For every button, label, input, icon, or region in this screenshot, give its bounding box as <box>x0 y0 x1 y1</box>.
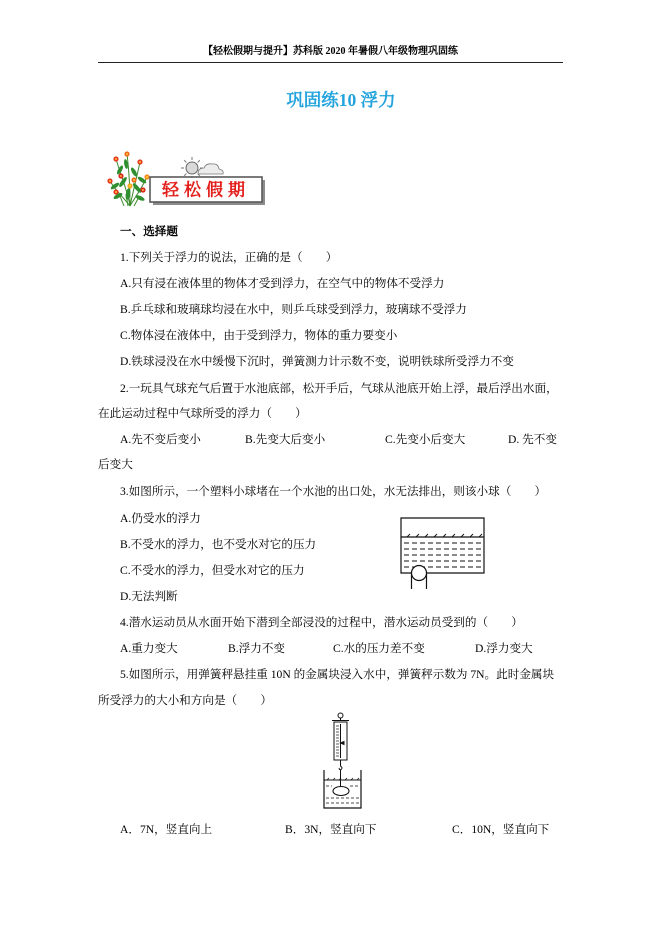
metal-block <box>333 787 349 796</box>
question-2-option-a: A.先不变后变小 <box>120 433 201 446</box>
question-1-option-b: B.乒乓球和玻璃球均浸在水中，则乒乓球受到浮力，玻璃球不受浮力 <box>120 303 467 316</box>
page-title: 巩固练10 浮力 <box>286 90 396 110</box>
cloud-icon <box>198 164 223 174</box>
question-5-option-a: A．7N，竖直向上 <box>120 823 213 836</box>
plastic-ball <box>412 566 427 581</box>
scale-hook <box>339 760 342 770</box>
question-3-option-c: C.不受水的浮力，但受水对它的压力 <box>120 564 305 577</box>
question-5-stem-line-1: 5.如图所示，用弹簧秤悬挂重 10N 的金属块浸入水中，弹簧秤示数为 7N。此时金属块 <box>120 668 555 681</box>
question-2-stem-line-1: 2.一玩具气球充气后置于水池底部，松开手后，气球从池底开始上浮，最后浮出水面， <box>120 382 558 395</box>
question-2-option-b: B.先变大后变小 <box>245 433 326 446</box>
question-1-option-c: C.物体浸在液体中，由于受到浮力，物体的重力要变小 <box>120 329 398 342</box>
question-4-option-c: C.水的压力差不变 <box>333 642 425 655</box>
running-header: 【轻松假期与提升】苏科版 2020 年暑假八年级物理巩固练 <box>203 46 458 57</box>
question-2-option-c: C.先变小后变大 <box>385 433 466 446</box>
question-2-options <box>98 427 563 477</box>
plant-flower-center <box>109 180 111 182</box>
question-5-option-b: B．3N，竖直向下 <box>285 823 377 836</box>
flower-plant-icon <box>107 151 149 206</box>
plant-flower-center <box>133 179 135 181</box>
section-title: 一、选择题 <box>120 225 178 238</box>
figure-water-tank <box>395 510 490 592</box>
sun-ray <box>184 160 186 162</box>
question-4-stem: 4.潜水运动员从水面开始下潜到全部浸没的过程中，潜水运动员受到的（ ） <box>120 616 523 629</box>
question-1-stem: 1.下列关于浮力的说法，正确的是（ ） <box>120 251 338 264</box>
question-4-option-a: A.重力变大 <box>120 642 178 655</box>
question-3-option-d: D.无法判断 <box>120 590 178 603</box>
sun-ray <box>184 174 186 176</box>
plant-flower-center <box>142 189 144 191</box>
question-3-stem: 3.如图所示，一个塑料小球堵在一个水池的出口处，水无法排出，则该小球（ ） <box>120 485 547 498</box>
plant-flower-center <box>139 161 141 163</box>
question-4-option-d: D.浮力变大 <box>475 642 533 655</box>
question-3-option-a: A.仍受水的浮力 <box>120 512 201 525</box>
logo-text: 轻松假期 <box>162 180 250 200</box>
question-1-option-d: D.铁球浸没在水中缓慢下沉时，弹簧测力计示数不变，说明铁球所受浮力不变 <box>120 355 514 368</box>
plant-flower-center <box>126 153 128 155</box>
question-2-option-d: D. 先不变后变大 <box>98 433 557 471</box>
question-1-option-a: A.只有浸在液体里的物体才受到浮力，在空气中的物体不受浮力 <box>120 277 445 290</box>
plant-flower-center <box>120 175 122 177</box>
water-hatching <box>404 534 482 567</box>
question-4-option-b: B.浮力不变 <box>228 642 286 655</box>
plant-flower-center <box>146 176 148 178</box>
tank-wall <box>401 518 484 573</box>
sun-icon <box>181 157 203 179</box>
question-3-option-b: B.不受水的浮力，也不受水对它的压力 <box>120 538 317 551</box>
header-rule <box>98 62 563 63</box>
question-5-stem-line-2: 所受浮力的大小和方向是（ ） <box>98 694 272 707</box>
sun-ray <box>198 160 200 162</box>
scale-ring <box>338 713 343 718</box>
figure-spring-scale <box>312 712 372 812</box>
question-2-stem-line-2: 在此运动过程中气球所受的浮力（ ） <box>98 407 307 420</box>
question-5-option-c: C．10N，竖直向下 <box>452 823 550 836</box>
plant-flower-center <box>115 191 117 193</box>
plant-flower-center <box>115 158 117 160</box>
plant-flower-center <box>129 185 131 187</box>
sun-disc <box>186 162 198 174</box>
scale-bracket <box>332 718 349 721</box>
logo <box>106 150 268 208</box>
